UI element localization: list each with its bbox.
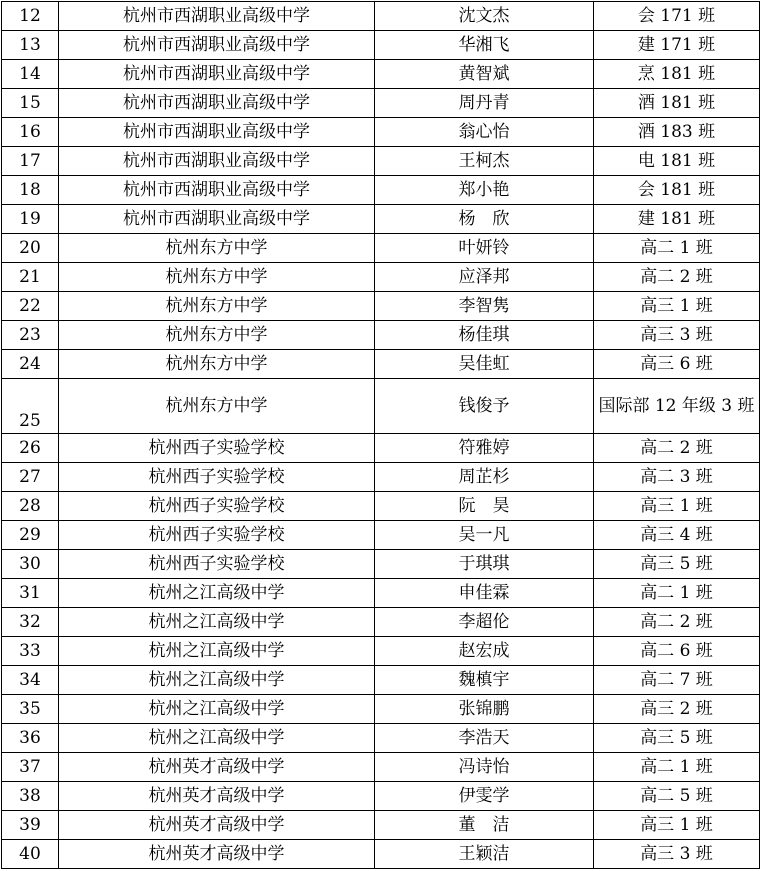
table-row	[2, 463, 760, 492]
school-name-cell: 杭州之江高级中学	[59, 724, 375, 753]
student-name-cell: 董 洁	[375, 811, 594, 840]
row-number-cell: 16	[2, 118, 59, 147]
row-number-cell: 23	[2, 321, 59, 350]
student-name-cell: 王柯杰	[375, 147, 594, 176]
class-name-cell: 高二 1 班	[594, 234, 760, 263]
student-name-cell: 吴佳虹	[375, 350, 594, 379]
row-number-cell: 34	[2, 666, 59, 695]
school-name-cell: 杭州之江高级中学	[59, 666, 375, 695]
school-name-cell: 杭州东方中学	[59, 350, 375, 379]
row-number-cell: 37	[2, 753, 59, 782]
student-name-cell: 应泽邦	[375, 263, 594, 292]
class-name-cell: 酒 183 班	[594, 118, 760, 147]
student-name-cell: 李智隽	[375, 292, 594, 321]
class-name-cell: 高二 5 班	[594, 782, 760, 811]
class-name-cell: 高二 1 班	[594, 753, 760, 782]
class-name-cell: 高三 1 班	[594, 811, 760, 840]
class-name-cell: 会 181 班	[594, 176, 760, 205]
school-name-cell: 杭州东方中学	[59, 379, 375, 434]
student-name-cell: 翁心怡	[375, 118, 594, 147]
row-number-cell: 14	[2, 60, 59, 89]
table-row	[2, 205, 760, 234]
class-name-cell: 高二 2 班	[594, 434, 760, 463]
student-name-cell: 张锦鹏	[375, 695, 594, 724]
row-number-cell: 24	[2, 350, 59, 379]
table-row	[2, 492, 760, 521]
table-row	[2, 782, 760, 811]
school-name-cell: 杭州之江高级中学	[59, 608, 375, 637]
school-name-cell: 杭州市西湖职业高级中学	[59, 60, 375, 89]
school-name-cell: 杭州英才高级中学	[59, 782, 375, 811]
school-name-cell: 杭州市西湖职业高级中学	[59, 176, 375, 205]
student-name-cell: 魏槙宇	[375, 666, 594, 695]
class-name-cell: 国际部 12 年级 3 班	[594, 379, 760, 434]
student-name-cell: 杨佳琪	[375, 321, 594, 350]
student-name-cell: 华湘飞	[375, 31, 594, 60]
student-roster-table	[1, 1, 760, 869]
table-row	[2, 637, 760, 666]
class-name-cell: 高二 7 班	[594, 666, 760, 695]
table-row	[2, 579, 760, 608]
student-name-cell: 叶妍铃	[375, 234, 594, 263]
student-name-cell: 赵宏成	[375, 637, 594, 666]
row-number-cell: 20	[2, 234, 59, 263]
table-row	[2, 840, 760, 869]
row-number-cell: 19	[2, 205, 59, 234]
student-name-cell: 李超伦	[375, 608, 594, 637]
row-number-cell: 13	[2, 31, 59, 60]
student-name-cell: 于琪琪	[375, 550, 594, 579]
student-name-cell: 符雅婷	[375, 434, 594, 463]
student-name-cell: 黄智斌	[375, 60, 594, 89]
student-name-cell: 沈文杰	[375, 2, 594, 31]
table-row	[2, 263, 760, 292]
row-number-cell: 36	[2, 724, 59, 753]
class-name-cell: 建 171 班	[594, 31, 760, 60]
table-row	[2, 666, 760, 695]
table-row	[2, 234, 760, 263]
school-name-cell: 杭州市西湖职业高级中学	[59, 89, 375, 118]
table-row	[2, 608, 760, 637]
student-name-cell: 杨 欣	[375, 205, 594, 234]
table-row	[2, 724, 760, 753]
row-number-cell: 38	[2, 782, 59, 811]
class-name-cell: 高三 5 班	[594, 724, 760, 753]
class-name-cell: 电 181 班	[594, 147, 760, 176]
roster-body	[2, 2, 760, 869]
school-name-cell: 杭州西子实验学校	[59, 492, 375, 521]
table-row	[2, 2, 760, 31]
school-name-cell: 杭州英才高级中学	[59, 811, 375, 840]
school-name-cell: 杭州之江高级中学	[59, 637, 375, 666]
class-name-cell: 高二 2 班	[594, 263, 760, 292]
class-name-cell: 高三 1 班	[594, 292, 760, 321]
class-name-cell: 酒 181 班	[594, 89, 760, 118]
table-row	[2, 350, 760, 379]
row-number-cell: 33	[2, 637, 59, 666]
class-name-cell: 高三 1 班	[594, 492, 760, 521]
row-number-cell: 29	[2, 521, 59, 550]
class-name-cell: 烹 181 班	[594, 60, 760, 89]
student-name-cell: 吴一凡	[375, 521, 594, 550]
row-number-cell: 22	[2, 292, 59, 321]
class-name-cell: 高二 3 班	[594, 463, 760, 492]
school-name-cell: 杭州市西湖职业高级中学	[59, 31, 375, 60]
school-name-cell: 杭州东方中学	[59, 321, 375, 350]
school-name-cell: 杭州西子实验学校	[59, 434, 375, 463]
school-name-cell: 杭州市西湖职业高级中学	[59, 205, 375, 234]
student-name-cell: 钱俊予	[375, 379, 594, 434]
row-number-cell: 30	[2, 550, 59, 579]
school-name-cell: 杭州之江高级中学	[59, 579, 375, 608]
row-number-cell: 15	[2, 89, 59, 118]
table-row	[2, 811, 760, 840]
class-name-cell: 高三 5 班	[594, 550, 760, 579]
school-name-cell: 杭州东方中学	[59, 234, 375, 263]
school-name-cell: 杭州市西湖职业高级中学	[59, 147, 375, 176]
school-name-cell: 杭州西子实验学校	[59, 550, 375, 579]
row-number-cell: 27	[2, 463, 59, 492]
row-number-cell: 17	[2, 147, 59, 176]
table-row	[2, 434, 760, 463]
row-number-cell: 31	[2, 579, 59, 608]
table-row	[2, 321, 760, 350]
student-name-cell: 冯诗怡	[375, 753, 594, 782]
row-number-cell: 26	[2, 434, 59, 463]
student-name-cell: 阮 昊	[375, 492, 594, 521]
row-number-cell: 12	[2, 2, 59, 31]
class-name-cell: 高三 4 班	[594, 521, 760, 550]
student-name-cell: 申佳霖	[375, 579, 594, 608]
student-name-cell: 伊雯学	[375, 782, 594, 811]
class-name-cell: 高三 2 班	[594, 695, 760, 724]
class-name-cell: 会 171 班	[594, 2, 760, 31]
class-name-cell: 高二 2 班	[594, 608, 760, 637]
table-row	[2, 118, 760, 147]
student-name-cell: 李浩天	[375, 724, 594, 753]
table-row	[2, 550, 760, 579]
school-name-cell: 杭州市西湖职业高级中学	[59, 2, 375, 31]
student-name-cell: 王颖洁	[375, 840, 594, 869]
table-row	[2, 89, 760, 118]
student-name-cell: 周芷杉	[375, 463, 594, 492]
class-name-cell: 高三 3 班	[594, 321, 760, 350]
school-name-cell: 杭州西子实验学校	[59, 521, 375, 550]
school-name-cell: 杭州西子实验学校	[59, 463, 375, 492]
school-name-cell: 杭州英才高级中学	[59, 753, 375, 782]
school-name-cell: 杭州东方中学	[59, 263, 375, 292]
row-number-cell: 25	[2, 379, 59, 434]
class-name-cell: 建 181 班	[594, 205, 760, 234]
row-number-cell: 35	[2, 695, 59, 724]
table-row	[2, 31, 760, 60]
class-name-cell: 高三 3 班	[594, 840, 760, 869]
row-number-cell: 32	[2, 608, 59, 637]
row-number-cell: 39	[2, 811, 59, 840]
school-name-cell: 杭州市西湖职业高级中学	[59, 118, 375, 147]
table-row	[2, 147, 760, 176]
row-number-cell: 18	[2, 176, 59, 205]
table-row	[2, 521, 760, 550]
row-number-cell: 28	[2, 492, 59, 521]
class-name-cell: 高三 6 班	[594, 350, 760, 379]
table-row	[2, 379, 760, 434]
school-name-cell: 杭州东方中学	[59, 292, 375, 321]
class-name-cell: 高二 1 班	[594, 579, 760, 608]
row-number-cell: 21	[2, 263, 59, 292]
table-row	[2, 695, 760, 724]
table-row	[2, 753, 760, 782]
table-row	[2, 176, 760, 205]
table-row	[2, 60, 760, 89]
table-row	[2, 292, 760, 321]
school-name-cell: 杭州英才高级中学	[59, 840, 375, 869]
row-number-cell: 40	[2, 840, 59, 869]
student-name-cell: 周丹青	[375, 89, 594, 118]
school-name-cell: 杭州之江高级中学	[59, 695, 375, 724]
student-name-cell: 郑小艳	[375, 176, 594, 205]
class-name-cell: 高二 6 班	[594, 637, 760, 666]
